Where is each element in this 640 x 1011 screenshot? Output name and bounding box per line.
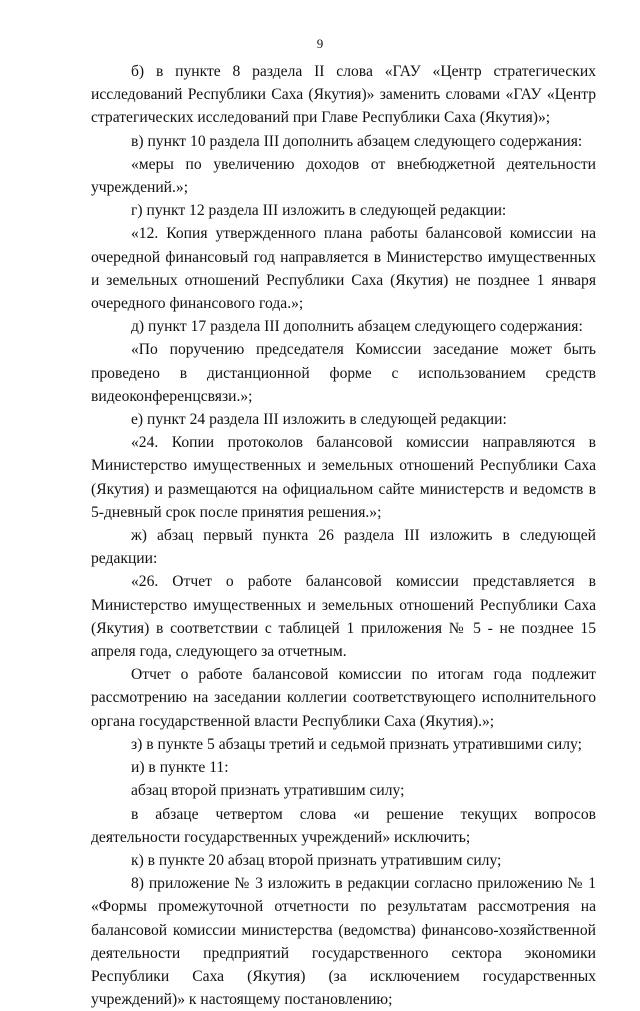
paragraph-d-item17: д) пункт 17 раздела III дополнить абзацем следующего содержания: [131,318,583,336]
paragraph-8-appendix3: 8) приложение № 3 изложить в редакции согласно приложению № 1 «Формы промежуточной отчетности по результатам рассмотрения на балансовой комиссии министерства (ведомства) финансово-хозяйственной деятельности предприятий государственного сектора экономики Республики Саха (Якутия) (за исключением государственных учреждений)» к настоящему постановлению; [91,875,596,1009]
paragraph-b-item8: б) в пункте 8 раздела II слова «ГАУ «Центр стратегических исследований Республики Саха (Якутия)» заменить словами «ГАУ «Центр стратегических исследований при Главе Республики Саха (Якутия)»; [91,63,596,127]
paragraph-quote-24: «24. Копии протоколов балансовой комиссии направляются в Министерство имущественных и земельных отношений Республики Саха (Якутия) и размещаются на официальном сайте министерств и ведомств в 5-дневный срок после принятия решения.»; [91,434,596,521]
paragraph-quote-12: «12. Копия утвержденного плана работы балансовой комиссии на очередной финансовый год направляется в Министерство имущественных и земельных отношений Республики Саха (Якутия) не позднее 1 января очередного финансового года.»; [91,225,596,313]
paragraph-report-review: Отчет о работе балансовой комиссии по итогам года подлежит рассмотрению на заседании коллегии соответствующего исполнительного органа государственной власти Республики Саха (Якутия).»; [91,666,596,730]
paragraph-quote-videoconference: «По поручению председателя Комиссии заседание может быть проведено в дистанционной форме с использованием средств видеоконференцсвязи.»; [91,341,596,405]
paragraph-zh-item26: ж) абзац первый пункта 26 раздела III изложить в следующей редакции: [91,527,596,568]
paragraph-e-item24: е) пункт 24 раздела III изложить в следующей редакции: [131,411,507,429]
document-body [91,60,596,1011]
paragraph-second-void: абзац второй признать утратившим силу; [131,782,405,800]
page-number: 9 [316,36,324,51]
paragraph-quote-measures: «меры по увеличению доходов от внебюджетной деятельности учреждений.»; [91,155,596,197]
paragraph-fourth-exclude: в абзаце четвертом слова «и решение текущих вопросов деятельности государственных учреждений» исключить; [91,805,596,846]
paragraph-v-item10: в) пункт 10 раздела III дополнить абзацем следующего содержания: [131,132,583,150]
paragraph-quote-26: «26. Отчет о работе балансовой комиссии представляется в Министерство имущественных и земельных отношений Республики Саха (Якутия) в соответствии с таблицей 1 приложения № 5 - не позднее 15 апреля года, следующего за отчетным. [91,573,596,661]
paragraph-k-item20: к) в пункте 20 абзац второй признать утратившим силу; [131,851,502,869]
paragraph-z-item5: з) в пункте 5 абзацы третий и седьмой признать утратившими силу; [131,735,582,753]
paragraph-g-item12: г) пункт 12 раздела III изложить в следующей редакции: [131,202,507,220]
paragraph-i-item11: и) в пункте 11: [131,759,229,777]
